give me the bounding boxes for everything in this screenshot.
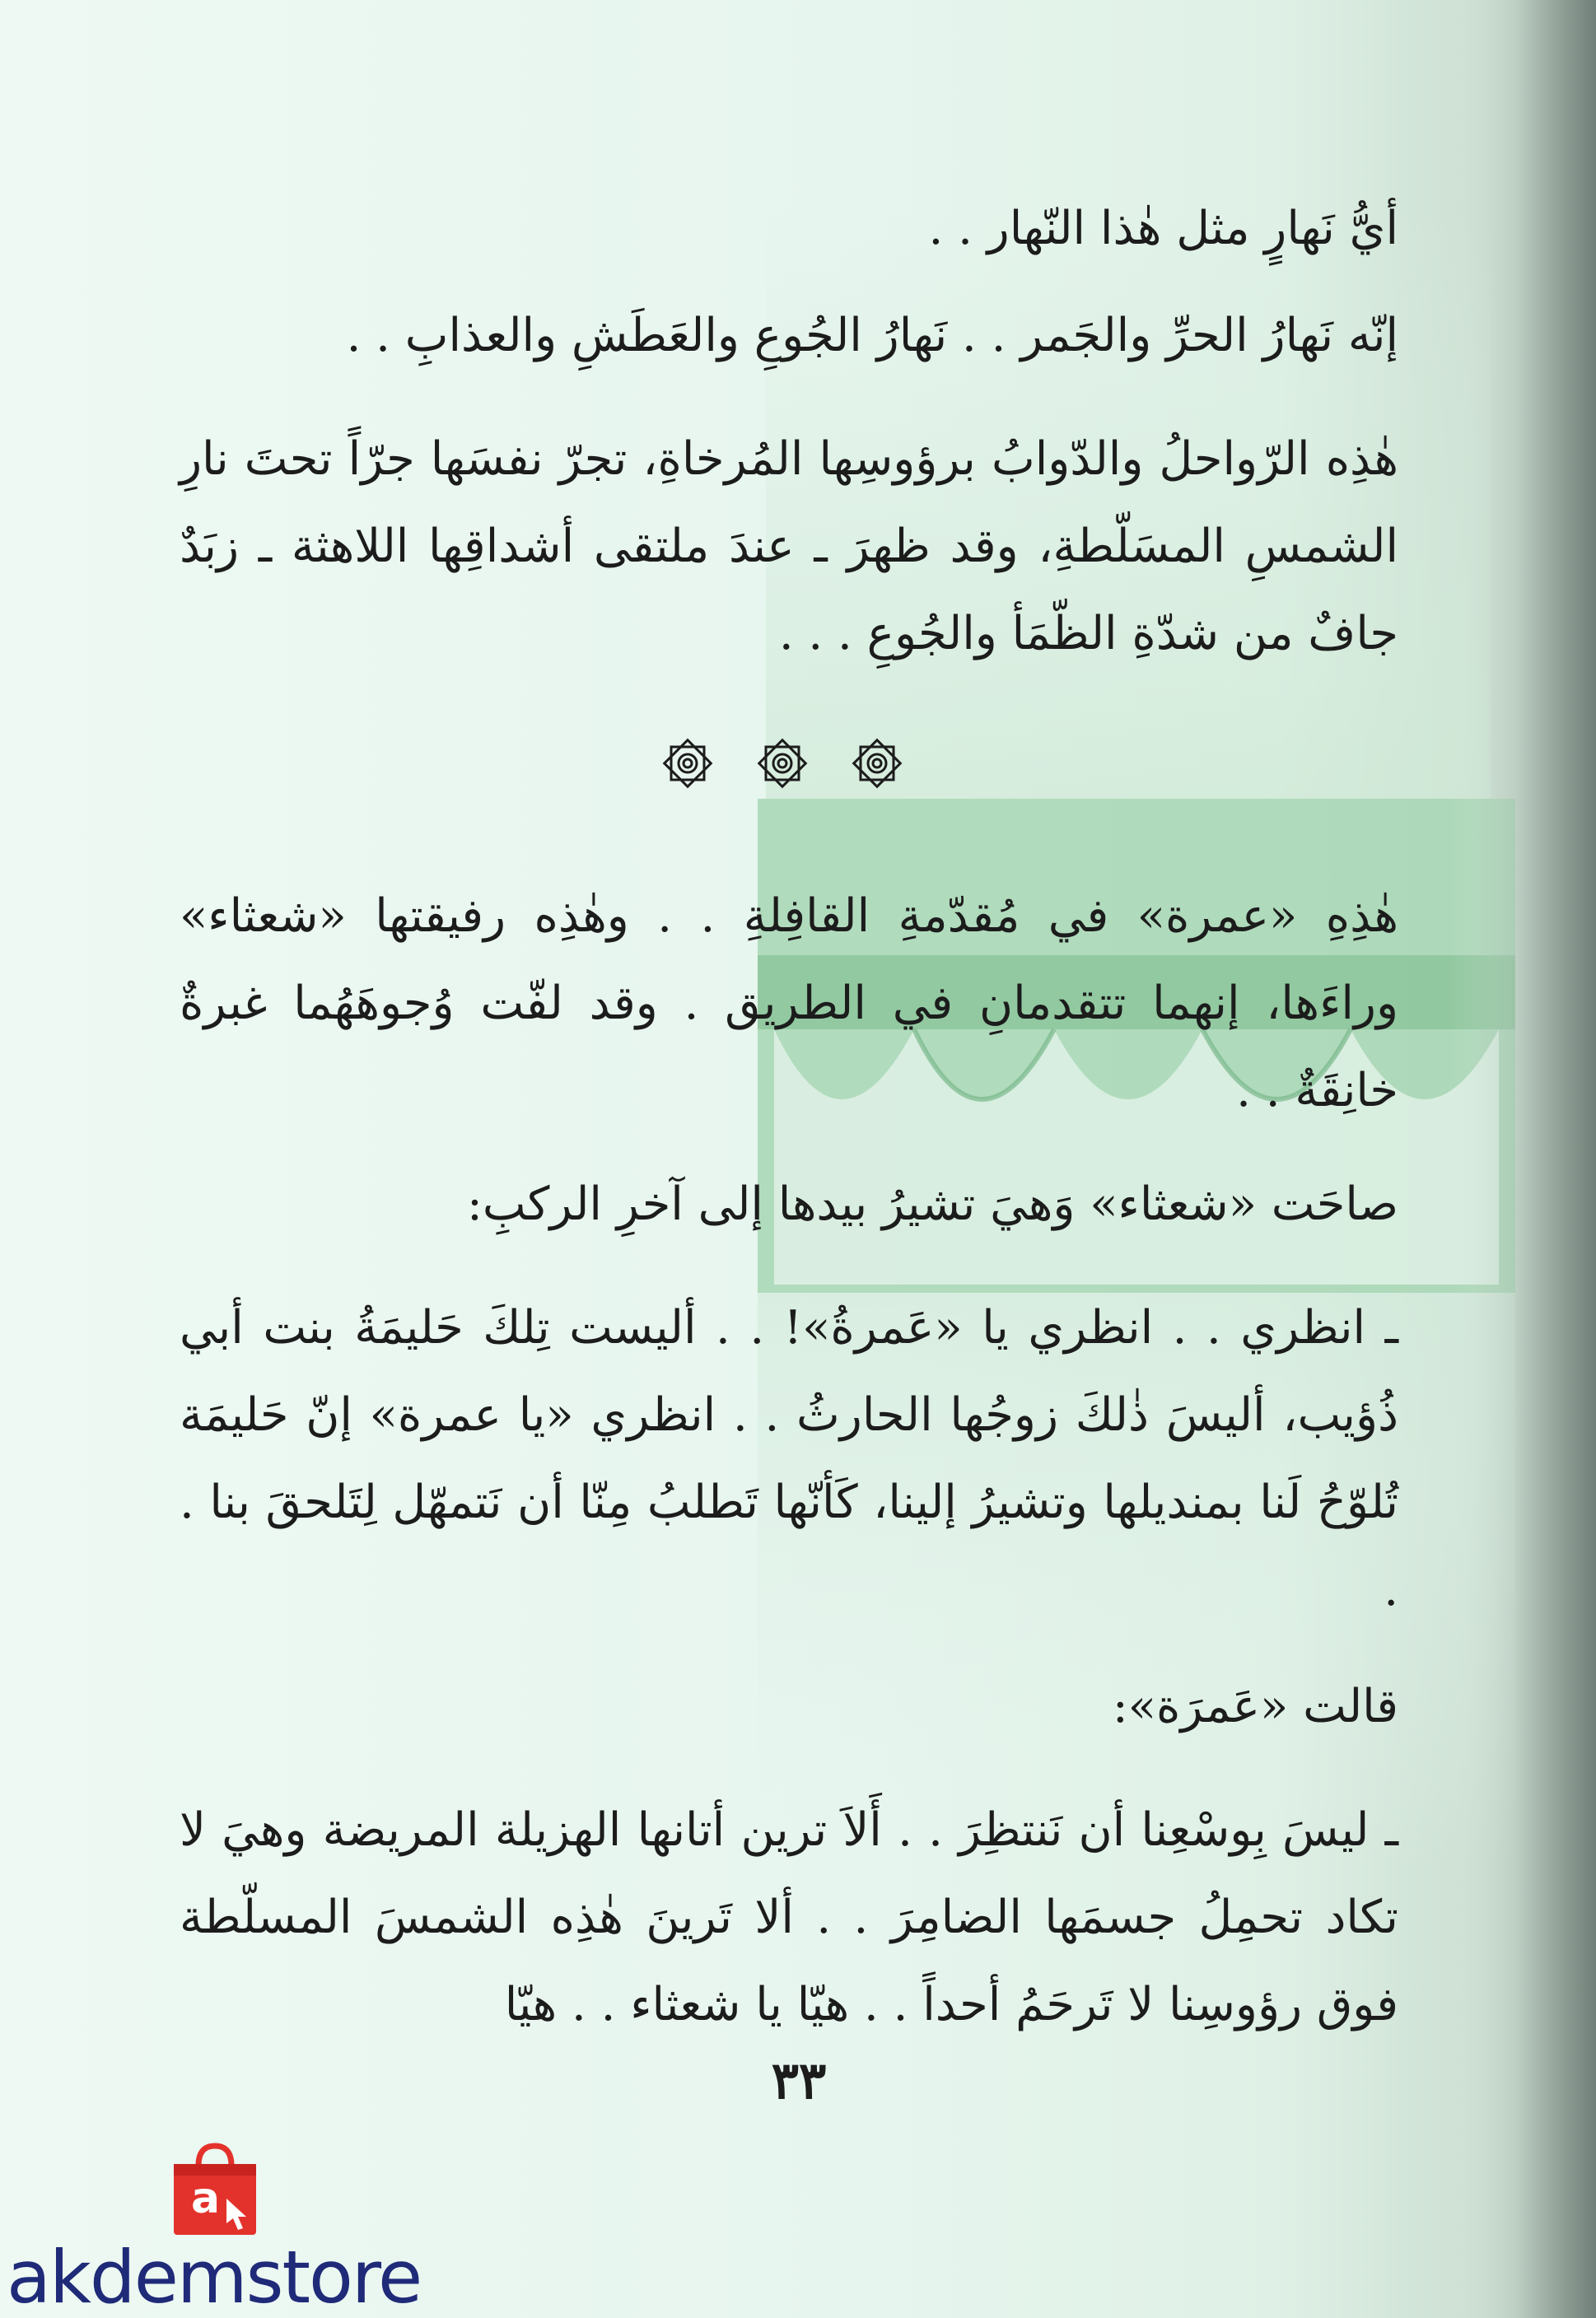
logo-wordmark-initial: a [7,2235,49,2318]
paragraph-7: قالت «عَمرَة»: [1112,1680,1398,1733]
paragraph-4: هٰذِهِ «عمرة» في مُقدّمةِ القافِلةِ . . وهٰذِه رفيقتها «شعثاء» وراءَها، إنهما تتقدمانِ في الطريق . وقد لفّت وُجوهَهُما غبرةٌ خانِقَةٌ . . [180,889,1398,1117]
paragraph-6: ـ انظري . . انظري يا «عَمرةُ»! . . أليست تِلكَ حَليمَةُ بنت أبي ذُؤيب، أليسَ ذٰلكَ زوجُها الحارثُ . . انظري «يا عمرة» إنّ حَليمَة تُلوّحُ لَنا بمنديلها وتشيرُ إلينا، كَأنّها تَطلبُ مِنّا أن نَتمهّل لِتَلحقَ بنا . . [180,1301,1398,1616]
paragraph-1: أيُّ نَهارٍ مثل هٰذا النّهار . . [928,202,1398,255]
octagram-flower-icon [659,735,716,792]
store-logo[interactable] [0,2141,461,2318]
paragraph-8: ـ ليسَ بِوسْعِنا أن نَنتظِرَ . . أَلاَ ترين أتانها الهزيلة المريضة وهيَ لا تكاد تحمِلُ جسمَها الضامِرَ . . ألا تَرينَ هٰذِه الشمسَ المسلّطة فوق رؤوسِنا لا تَرحَمُ أحداً . . هيّا يا شعثاء . . هيّا [180,1803,1398,2031]
octagram-flower-icon [848,735,906,792]
octagram-flower-icon [754,735,811,792]
logo-wordmark [7,2235,422,2318]
paragraph-3: هٰذِه الرّواحلُ والدّوابُ برؤوسِها المُرخاةِ، تجرّ نفسَها جرّاً تحتَ نارِ الشمسِ المسَلّطةِ، وقد ظهرَ ـ عندَ ملتقى أشداقِها اللاهثة ـ زبَدٌ جافٌ من شدّةِ الظّمَأ والجُوعِ . . . [180,432,1398,660]
logo-wordmark-rest: kdemstore [49,2235,422,2318]
paragraph-5: صاحَت «شعثاء» وَهيَ تشيرُ بيدها إلى آخرِ الركبِ: [466,1178,1398,1231]
paragraph-2: إنّه نَهارُ الحرِّ والجَمر . . نَهارُ الجُوعِ والعَطَشِ والعذابِ . . [346,309,1398,362]
section-divider [659,735,906,792]
logo-bag-letter: a [191,2174,221,2223]
page-number: ٣٣ [771,2050,827,2110]
